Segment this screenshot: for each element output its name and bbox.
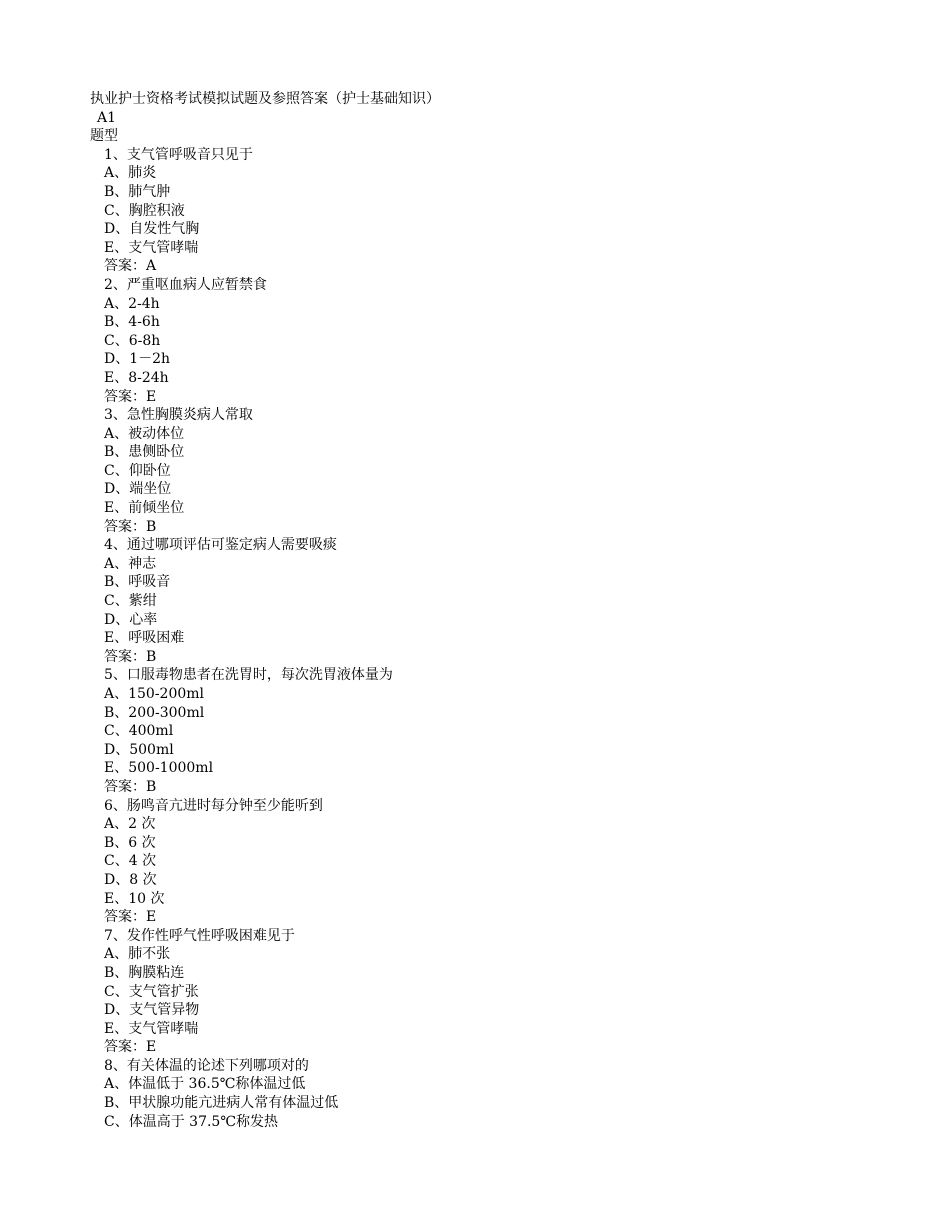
option-a: A、150-200ml (104, 686, 205, 702)
question-stem: 6、肠鸣音亢进时每分钟至少能听到 (104, 797, 323, 814)
question-stem: 5、口服毒物患者在洗胃时，每次洗胃液体量为 (104, 667, 393, 684)
answer-key: 答案：A (104, 258, 157, 275)
option-d: D、支气管异物 (104, 1002, 200, 1019)
option-b: B、200-300ml (104, 704, 205, 721)
option-a: A、神志 (104, 555, 157, 572)
option-e: E、呼吸困难 (104, 630, 185, 647)
section-code: A1 (97, 109, 117, 126)
option-c: C、支气管扩张 (104, 983, 199, 1000)
answer-key: 答案：B (104, 518, 157, 535)
question-stem: 1、支气管呼吸音只见于 (104, 146, 253, 163)
option-e: E、500-1000ml (104, 760, 214, 777)
option-c: C、4 次 (104, 853, 157, 870)
option-e: E、8-24h (104, 369, 169, 386)
option-b: B、患侧卧位 (104, 444, 185, 461)
option-b: B、4-6h (104, 314, 160, 331)
option-b: B、甲状腺功能亢进病人常有体温过低 (104, 1095, 339, 1112)
option-e: E、前倾坐位 (104, 500, 185, 517)
document-title: 执业护士资格考试模拟试题及参照答案（护士基础知识） (90, 91, 440, 107)
option-a: A、肺不张 (104, 946, 171, 963)
question-4 (90, 536, 870, 666)
document-page (90, 90, 870, 1131)
question-2 (90, 276, 870, 406)
option-d: D、1－2h (104, 351, 171, 368)
option-c: C、仰卧位 (104, 462, 171, 479)
question-3 (90, 406, 870, 536)
question-8 (90, 1057, 870, 1131)
option-c: C、紫绀 (104, 593, 157, 610)
option-e: E、支气管哮喘 (104, 239, 199, 256)
question-stem: 7、发作性呼气性呼吸困难见于 (104, 927, 295, 944)
answer-key: 答案：B (104, 648, 157, 665)
option-e: E、10 次 (104, 890, 165, 907)
option-c: C、胸腔积液 (104, 202, 185, 219)
option-e: E、支气管哮喘 (104, 1020, 199, 1037)
answer-key: 答案：E (104, 909, 157, 926)
answer-key: 答案：B (104, 778, 157, 795)
option-a: A、被动体位 (104, 425, 185, 442)
option-d: D、500ml (104, 741, 174, 758)
option-b: B、呼吸音 (104, 574, 171, 591)
question-stem: 3、急性胸膜炎病人常取 (104, 407, 253, 424)
question-5 (90, 666, 870, 796)
option-d: D、端坐位 (104, 481, 172, 498)
question-1 (90, 146, 870, 276)
question-stem: 2、严重呕血病人应暂禁食 (104, 276, 267, 293)
option-d: D、自发性气胸 (104, 221, 200, 238)
answer-key: 答案：E (104, 1039, 157, 1056)
option-a: A、体温低于 36.5℃称体温过低 (104, 1076, 306, 1093)
section-type: 题型 (90, 128, 118, 145)
option-a: A、肺炎 (104, 165, 157, 182)
option-a: A、2-4h (104, 295, 160, 312)
option-b: B、6 次 (104, 834, 156, 851)
option-b: B、胸膜粘连 (104, 964, 185, 981)
option-d: D、8 次 (104, 871, 157, 888)
question-6 (90, 797, 870, 927)
question-stem: 8、有关体温的论述下列哪项对的 (104, 1057, 309, 1074)
option-a: A、2 次 (104, 816, 156, 833)
option-d: D、心率 (104, 611, 158, 628)
question-stem: 4、通过哪项评估可鉴定病人需要吸痰 (104, 537, 337, 554)
option-b: B、肺气肿 (104, 183, 171, 200)
question-7 (90, 927, 870, 1057)
answer-key: 答案：E (104, 388, 157, 405)
option-c: C、400ml (104, 723, 174, 740)
option-c: C、6-8h (104, 332, 161, 349)
option-c: C、体温高于 37.5℃称发热 (104, 1113, 278, 1130)
